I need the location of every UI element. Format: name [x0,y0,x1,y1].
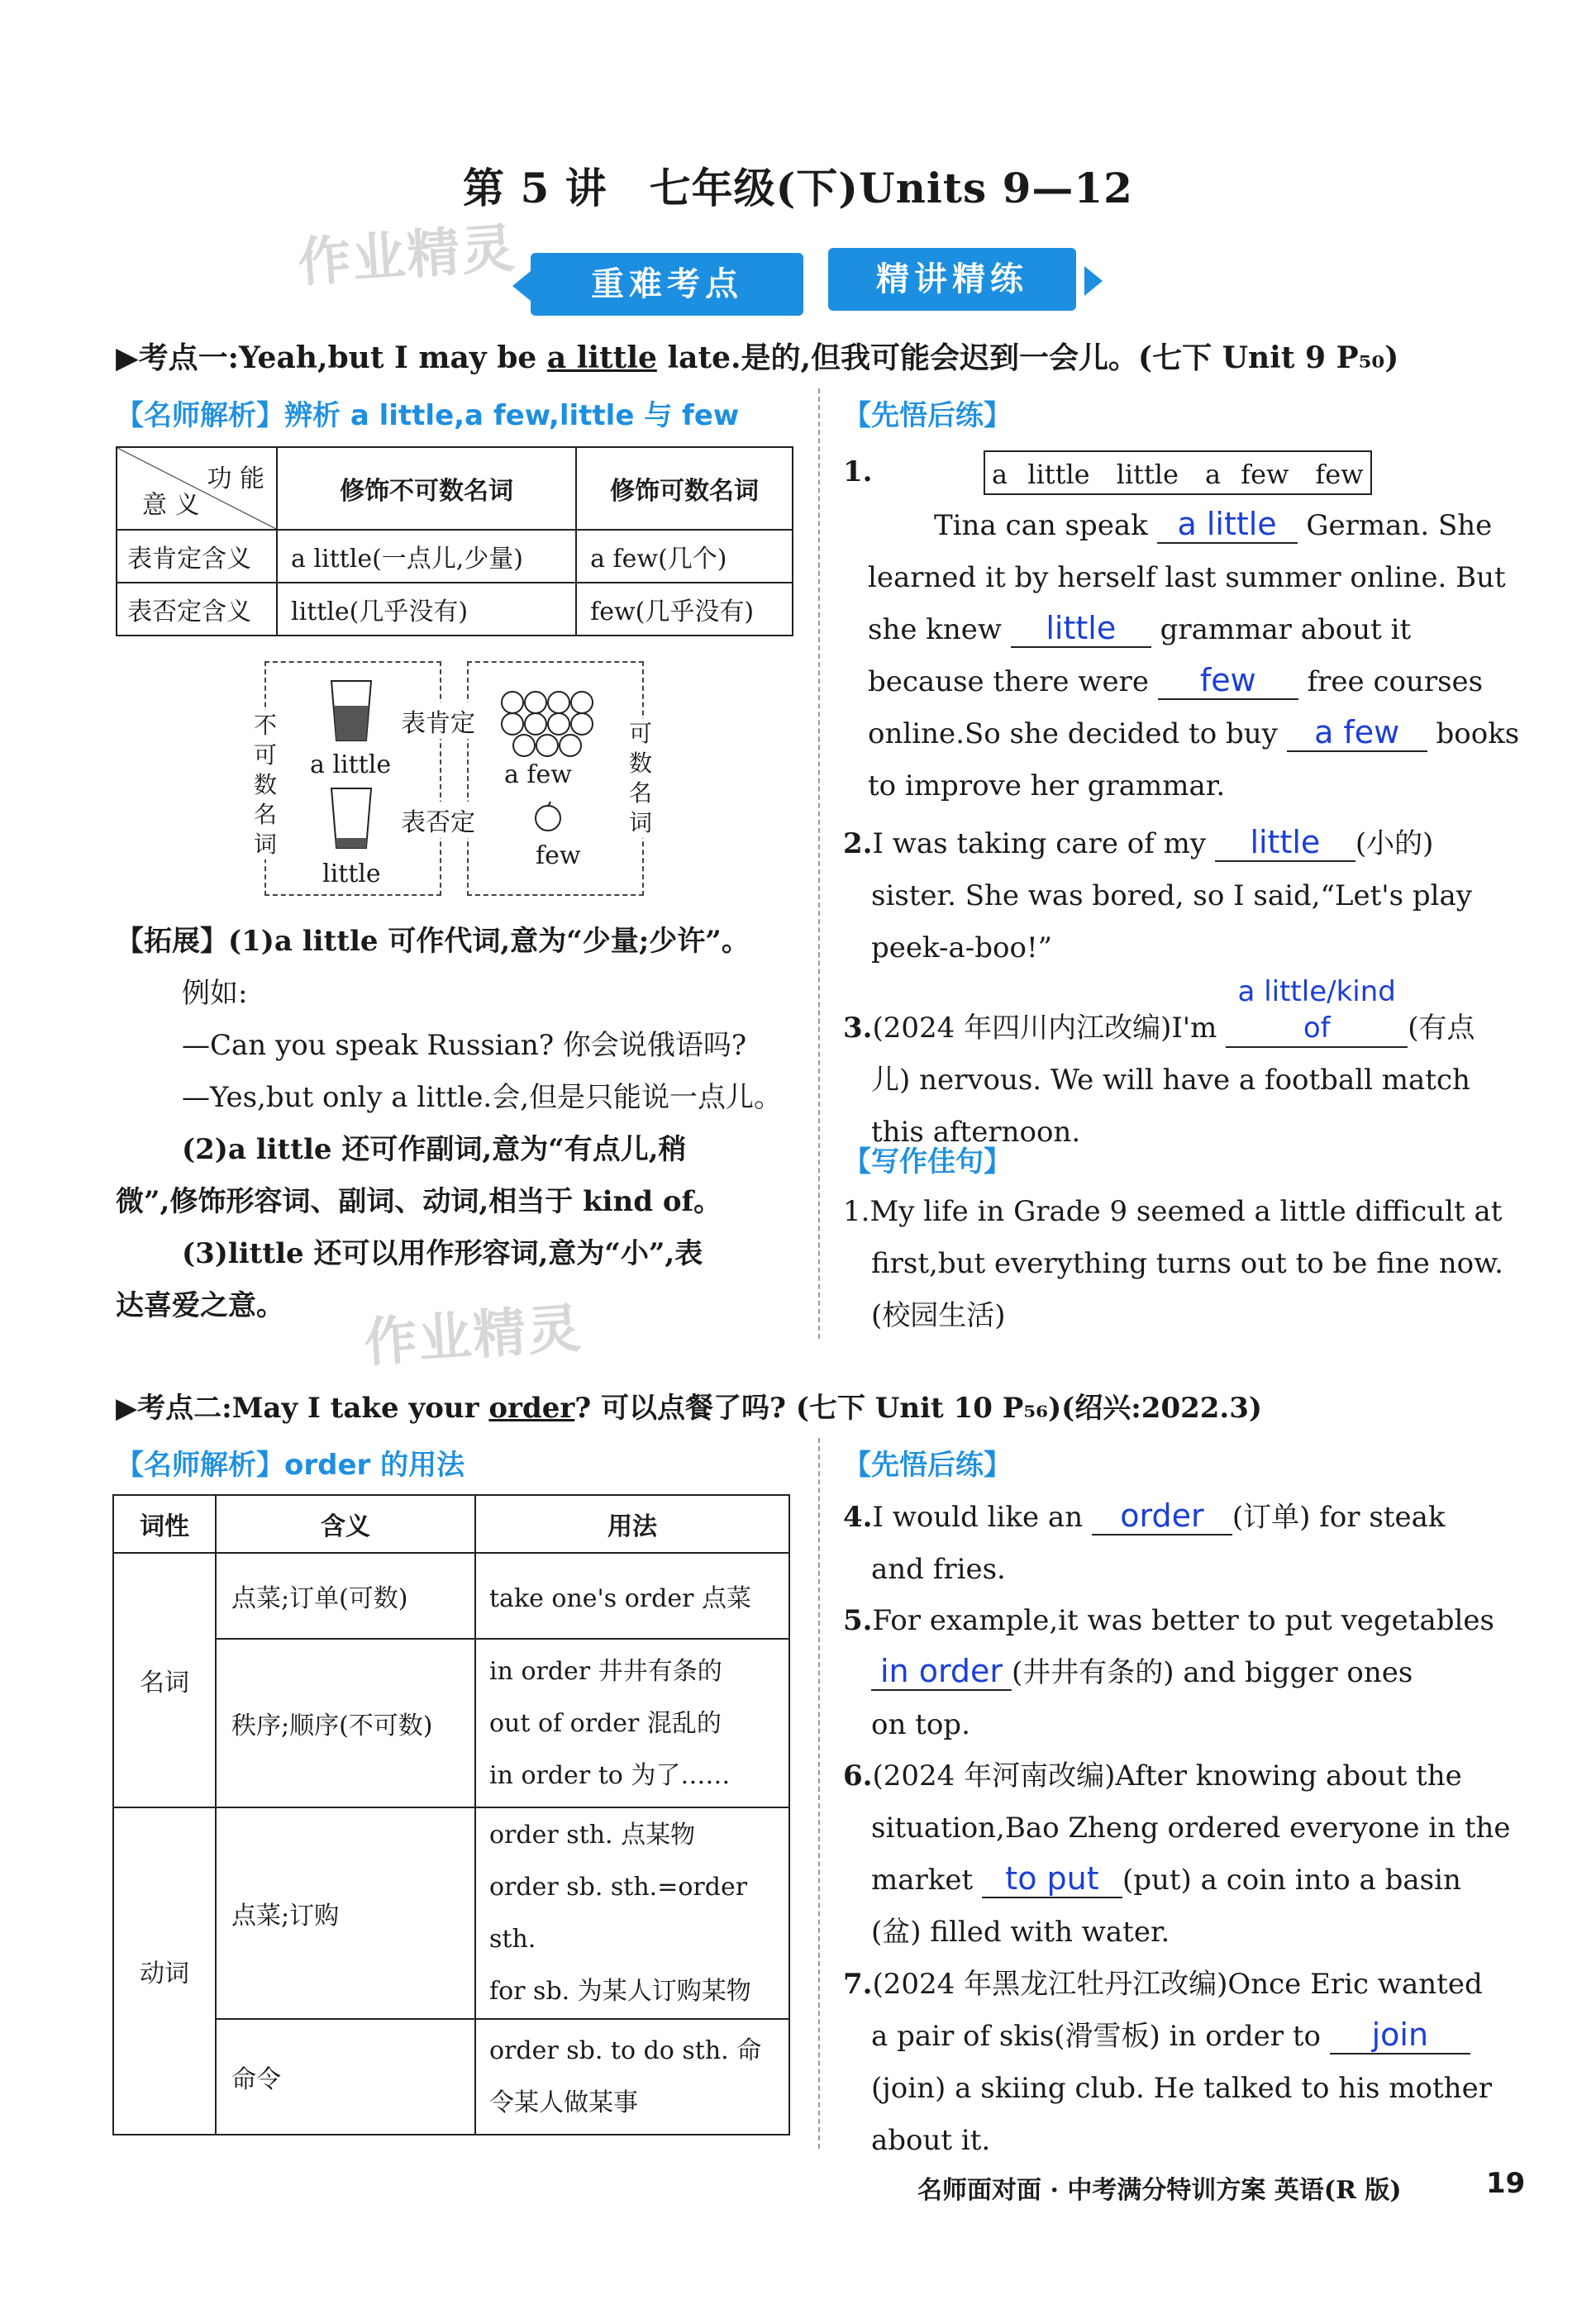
banner-arrow-right-icon [1084,266,1103,296]
extension-line: 例如: [182,977,248,1010]
question-1: Tina can speak a little German. She learned it by herself last summer online. But she knew little grammar about it because there were few free courses online.So she decided to buy a few books to improve her grammar. [868,506,1520,802]
question-3: 3.(2024 年四川内江改编)I'm a little/kind of (有点 儿) nervous. We will have a football match this afternoon. [843,975,1475,1149]
glass-half-full-icon [326,678,376,744]
table-header: 词性 [113,1495,216,1553]
practice-title-1: 【先悟后练】 [843,399,1012,432]
table-cell: 点菜;订单(可数) [216,1553,475,1639]
analysis-title-2: 【名师解析】order 的用法 [116,1449,465,1482]
section-banner [506,248,1117,319]
table-header: 修饰可数名词 [576,447,793,530]
analysis-title-1: 【名师解析】辨析 a little,a few,little 与 few [116,399,740,432]
extension-line: —Yes,but only a little.会,但是只能说一点儿。 [182,1081,783,1114]
extension-line: 达喜爱之意。 [116,1289,284,1322]
table-cell: a little(一点儿,少量) [277,530,576,583]
writing-sentence: 1.My life in Grade 9 seemed a little difficult at first,but everything turns out to be fine now. (校园生活) [843,1195,1503,1332]
table-cell: take one's order 点菜 [475,1553,789,1639]
table-corner: 功 能 意 义 [117,447,277,530]
table-cell: order sb. to do sth. 命 令某人做某事 [475,2019,789,2135]
answer: join [1330,2016,1470,2055]
table-header: 用法 [475,1495,789,1553]
extension-line: —Can you speak Russian? 你会说俄语吗? [182,1029,747,1062]
apples-icon [496,686,595,760]
label-a-little: a little [310,750,392,779]
table-cell: few(几乎没有) [576,583,793,636]
extension-line: 【拓展】(1)a little 可作代词,意为“少量;少许”。 [116,925,750,958]
answer: a few [1287,714,1427,752]
answer: little [1011,610,1151,648]
banner-right: 精讲精练 [828,248,1076,311]
question-4: 4.I would like an order (订单) for steak and fries. [843,1497,1446,1586]
table-cell: 表否定含义 [117,583,277,636]
table-header: 修饰不可数名词 [277,447,576,530]
answer: a little [1157,506,1298,544]
table-cell: 名词 [113,1553,216,1807]
table-cell: order sth. 点某物 order sb. sth.=order sth. for sb. 为某人订购某物 [475,1807,789,2019]
table-cell: 动词 [113,1807,216,2135]
answer: little [1215,824,1355,862]
answer: order [1092,1497,1232,1536]
label-a-few: a few [504,760,572,789]
question-2: 2.I was taking care of my little (小的) sister. She was bored, so I said,“Let's play peek-a-boo!” [843,824,1473,964]
page-number: 19 [1486,2167,1526,2200]
answer: few [1158,662,1298,700]
extension-line: (3)little 还可以用作形容词,意为“小”,表 [182,1237,703,1270]
question-6: 6.(2024 年河南改编)After knowing about the situation,Bao Zheng ordered everyone in the market to put (put) a coin into a basin (盆) filled with water. [843,1759,1511,1949]
table-cell: 秩序;顺序(不可数) [216,1639,475,1807]
practice-title-2: 【先悟后练】 [843,1449,1012,1482]
a-little-table [116,446,793,636]
question-7: 7.(2024 年黑龙江牡丹江改编)Once Eric wanted a pair of skis(滑雪板) in order to join (join) a skiing club. He talked to his mother about it. [843,1968,1492,2157]
table-cell: 表肯定含义 [117,530,277,583]
label-little: little [322,859,381,888]
column-divider [818,388,820,1339]
answer: a little/kind of [1226,974,1408,1048]
glass-little-icon [326,785,376,851]
word-box: a little little a few few [984,450,1372,495]
answer: to put [982,1860,1122,1898]
uncountable-label: 不可数名词 [253,712,277,858]
label-negative: 表否定 [401,802,475,838]
banner-left: 重难考点 [531,253,803,316]
table-cell: 命令 [216,2019,475,2135]
label-few: few [536,841,581,870]
table-cell: a few(几个) [576,530,793,583]
watermark: 作业精灵 [362,1297,584,1375]
answer: in order [871,1653,1012,1691]
question-5: 5.For example,it was better to put vegetables in order (井井有条的) and bigger ones on top. [843,1604,1494,1741]
table-cell: little(几乎没有) [277,583,576,636]
kaodian-1: ▶考点一:Yeah,but I may be a little late.是的,但我可能会迟到一会儿。(七下 Unit 9 P₅₀) [116,340,1399,375]
countable-label: 可数名词 [628,720,652,836]
banner-arrow-left-icon [512,271,531,301]
page-title: 第 5 讲 七年级(下)Units 9—12 [463,164,1133,212]
table-cell: in order 井井有条的 out of order 混乱的 in order to 为了…… [475,1639,789,1807]
extension-notes [116,916,802,1332]
question-number: 1. [843,455,873,488]
extension-line: (2)a little 还可作副词,意为“有点儿,稍 [182,1133,687,1166]
apple-icon [531,800,565,833]
column-divider [818,1438,820,2149]
table-header: 含义 [216,1495,475,1553]
watermark: 作业精灵 [296,217,518,295]
label-positive: 表肯定 [401,702,475,739]
table-cell: 点菜;订购 [216,1807,475,2019]
order-table [112,1494,790,2135]
quantifier-diagram [253,661,652,901]
kaodian-2: ▶考点二:May I take your order? 可以点餐了吗? (七下 Unit 10 P₅₆)(绍兴:2022.3) [116,1392,1263,1425]
writing-title: 【写作佳句】 [843,1145,1012,1178]
extension-line: 微”,修饰形容词、副词、动词,相当于 kind of。 [116,1185,722,1218]
footer-text: 名师面对面 · 中考满分特训方案 英语(R 版) [917,2176,1402,2205]
